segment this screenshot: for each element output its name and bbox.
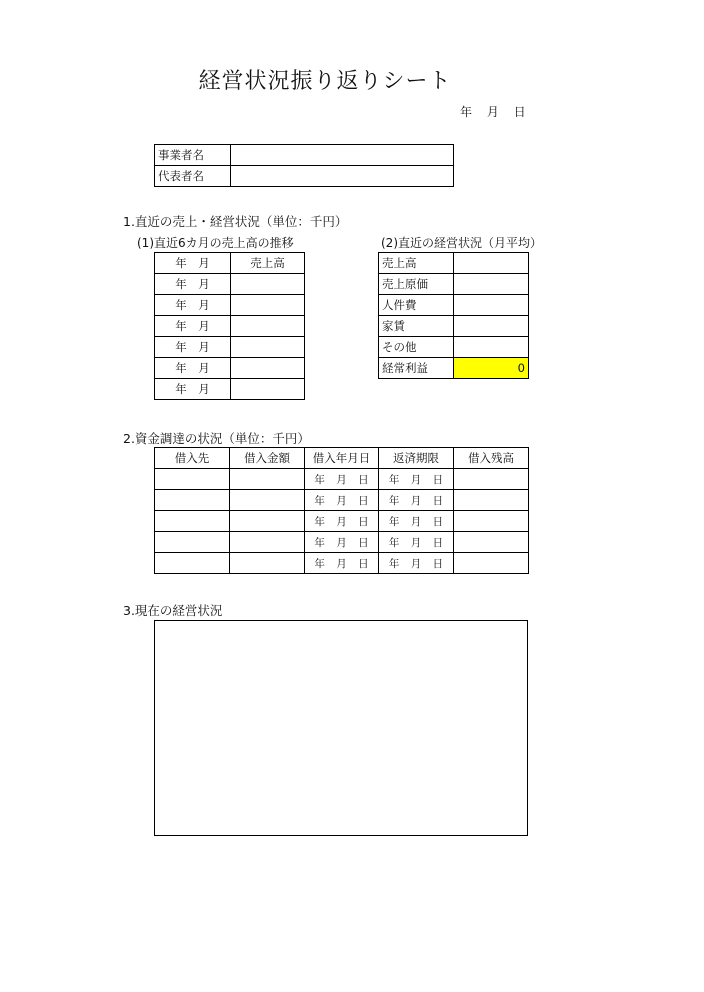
table-row bbox=[155, 448, 529, 469]
section1-heading: 1.直近の売上・経営状況（単位：千円） bbox=[123, 214, 348, 229]
due-date-cell: 年 月 日 bbox=[379, 490, 454, 511]
table-row bbox=[379, 316, 529, 337]
balance-cell[interactable] bbox=[454, 490, 529, 511]
current-status-box[interactable] bbox=[154, 620, 528, 836]
ordinary-profit-label: 経常利益 bbox=[379, 358, 454, 379]
page-title: 経営状況振り返りシート bbox=[198, 69, 452, 94]
balance-cell[interactable] bbox=[454, 532, 529, 553]
table-row bbox=[379, 295, 529, 316]
due-date-cell: 年 月 日 bbox=[379, 469, 454, 490]
table-row bbox=[155, 337, 305, 358]
table-row bbox=[155, 511, 529, 532]
balance-cell[interactable] bbox=[454, 511, 529, 532]
borrow-date-cell: 年 月 日 bbox=[305, 511, 379, 532]
col-month-header: 年 月 bbox=[155, 253, 231, 274]
status-value[interactable] bbox=[454, 253, 529, 274]
table-row bbox=[155, 553, 529, 574]
business-info-table bbox=[154, 144, 454, 187]
status-value[interactable] bbox=[454, 316, 529, 337]
amount-cell[interactable] bbox=[230, 532, 305, 553]
table-row bbox=[155, 145, 454, 166]
table-row bbox=[155, 358, 305, 379]
table-row bbox=[379, 337, 529, 358]
funding-table bbox=[154, 447, 529, 574]
table-row bbox=[379, 358, 529, 379]
borrow-date-cell: 年 月 日 bbox=[305, 490, 379, 511]
date-line: 年 月 日 bbox=[460, 105, 526, 119]
sales-cell[interactable] bbox=[231, 379, 305, 400]
business-status-table bbox=[378, 252, 529, 379]
col-balance-header: 借入残高 bbox=[454, 448, 529, 469]
balance-cell[interactable] bbox=[454, 553, 529, 574]
amount-cell[interactable] bbox=[230, 511, 305, 532]
amount-cell[interactable] bbox=[230, 553, 305, 574]
table-row bbox=[155, 316, 305, 337]
month-cell: 年 月 bbox=[155, 295, 231, 316]
status-label: 売上高 bbox=[379, 253, 454, 274]
section3-heading: 3.現在の経営状況 bbox=[123, 603, 223, 618]
sales-trend-heading: (1)直近6カ月の売上高の推移 bbox=[137, 236, 294, 250]
status-value[interactable] bbox=[454, 295, 529, 316]
sales-cell[interactable] bbox=[231, 337, 305, 358]
table-row bbox=[379, 253, 529, 274]
due-date-cell: 年 月 日 bbox=[379, 511, 454, 532]
status-label: 売上原価 bbox=[379, 274, 454, 295]
lender-cell[interactable] bbox=[155, 532, 230, 553]
table-row bbox=[155, 166, 454, 187]
status-label: その他 bbox=[379, 337, 454, 358]
lender-cell[interactable] bbox=[155, 511, 230, 532]
due-date-cell: 年 月 日 bbox=[379, 553, 454, 574]
table-row bbox=[155, 490, 529, 511]
business-status-heading: (2)直近の経営状況（月平均） bbox=[381, 236, 542, 250]
table-row bbox=[155, 469, 529, 490]
business-name-label: 事業者名 bbox=[155, 145, 231, 166]
sales-cell[interactable] bbox=[231, 274, 305, 295]
lender-cell[interactable] bbox=[155, 490, 230, 511]
borrow-date-cell: 年 月 日 bbox=[305, 469, 379, 490]
representative-name-field[interactable] bbox=[231, 166, 454, 187]
status-label: 家賃 bbox=[379, 316, 454, 337]
section2-heading: 2.資金調達の状況（単位：千円） bbox=[123, 431, 310, 446]
sales-cell[interactable] bbox=[231, 358, 305, 379]
sales-cell[interactable] bbox=[231, 295, 305, 316]
table-row bbox=[155, 253, 305, 274]
table-row bbox=[155, 274, 305, 295]
col-borrow-date-header: 借入年月日 bbox=[305, 448, 379, 469]
due-date-cell: 年 月 日 bbox=[379, 532, 454, 553]
business-name-field[interactable] bbox=[231, 145, 454, 166]
table-row bbox=[155, 379, 305, 400]
lender-cell[interactable] bbox=[155, 469, 230, 490]
table-row bbox=[379, 274, 529, 295]
lender-cell[interactable] bbox=[155, 553, 230, 574]
status-label: 人件費 bbox=[379, 295, 454, 316]
col-sales-header: 売上高 bbox=[231, 253, 305, 274]
representative-name-label: 代表者名 bbox=[155, 166, 231, 187]
month-cell: 年 月 bbox=[155, 316, 231, 337]
table-row bbox=[155, 295, 305, 316]
sales-cell[interactable] bbox=[231, 316, 305, 337]
month-cell: 年 月 bbox=[155, 358, 231, 379]
borrow-date-cell: 年 月 日 bbox=[305, 532, 379, 553]
col-due-date-header: 返済期限 bbox=[379, 448, 454, 469]
col-amount-header: 借入金額 bbox=[230, 448, 305, 469]
month-cell: 年 月 bbox=[155, 274, 231, 295]
month-cell: 年 月 bbox=[155, 337, 231, 358]
sales-trend-table bbox=[154, 252, 305, 400]
status-value[interactable] bbox=[454, 274, 529, 295]
borrow-date-cell: 年 月 日 bbox=[305, 553, 379, 574]
ordinary-profit-value: 0 bbox=[454, 358, 529, 379]
balance-cell[interactable] bbox=[454, 469, 529, 490]
status-value[interactable] bbox=[454, 337, 529, 358]
amount-cell[interactable] bbox=[230, 469, 305, 490]
table-row bbox=[155, 532, 529, 553]
col-lender-header: 借入先 bbox=[155, 448, 230, 469]
month-cell: 年 月 bbox=[155, 379, 231, 400]
amount-cell[interactable] bbox=[230, 490, 305, 511]
